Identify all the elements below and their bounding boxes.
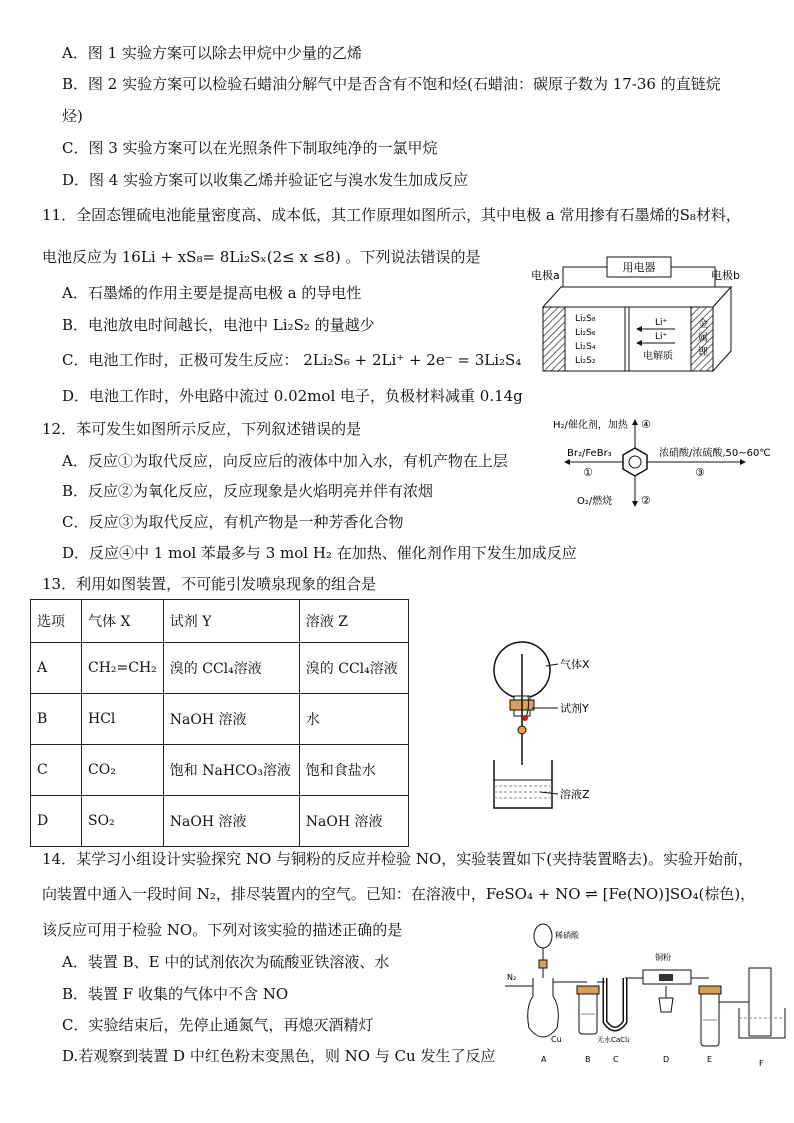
cell: CH₂=CH₂ bbox=[82, 643, 164, 694]
cell: B bbox=[31, 694, 82, 745]
q12-option-a: A．反应①为取代反应，向反应后的液体中加入水，有机产物在上层 bbox=[62, 452, 508, 470]
label-d: D bbox=[663, 1055, 670, 1064]
cell: CO₂ bbox=[82, 745, 164, 796]
cu-label: Cu bbox=[551, 1035, 562, 1044]
r3-label: 浓硝酸/浓硫酸,50~60℃ bbox=[659, 448, 771, 459]
electrolyte-label: 电解质 bbox=[643, 351, 673, 362]
header-solution: 溶液 Z bbox=[299, 600, 408, 643]
r2-label: O₂/燃烧 bbox=[577, 496, 613, 507]
table-row bbox=[31, 694, 409, 745]
cell: NaOH 溶液 bbox=[163, 694, 299, 745]
benzene-reaction-diagram bbox=[545, 414, 785, 514]
copper-powder-label: 铜粉 bbox=[655, 953, 671, 962]
li-ion-2: Li⁺ bbox=[655, 332, 668, 342]
q10-option-b: B．图 2 实验方案可以检验石蜡油分解气中是否含有不饱和烃(石蜡油：碳原子数为 17-36 的直链烷 bbox=[62, 75, 721, 93]
cell: HCl bbox=[82, 694, 164, 745]
q12-option-d: D．反应④中 1 mol 苯最多与 3 mol H₂ 在加热、催化剂作用下发生加成反应 bbox=[62, 544, 577, 562]
no-copper-apparatus bbox=[503, 916, 789, 1074]
label-b: B bbox=[585, 1055, 591, 1064]
q10-option-c: C．图 3 实验方案可以在光照条件下制取纯净的一氯甲烷 bbox=[62, 139, 438, 157]
q14-option-c: C．实验结束后，先停止通氮气，再熄灭酒精灯 bbox=[62, 1016, 374, 1034]
q11-option-c: C．电池工作时，正极可发生反应： 2Li₂S₆ + 2Li⁺ + 2e⁻ = 3Li₂S₄ bbox=[62, 351, 522, 369]
species-li2s8: Li₂S₈ bbox=[575, 314, 596, 324]
metal-li-1: 金 bbox=[698, 319, 708, 330]
q11-option-b: B．电池放电时间越长，电池中 Li₂S₂ 的量越少 bbox=[62, 316, 375, 334]
device-label: 用电器 bbox=[622, 261, 656, 274]
battery-diagram bbox=[525, 255, 740, 375]
cell: D bbox=[31, 796, 82, 847]
cell: 溴的 CCl₄溶液 bbox=[299, 643, 408, 694]
benzene-ring bbox=[623, 448, 647, 476]
cell: 饱和 NaHCO₃溶液 bbox=[163, 745, 299, 796]
header-gas: 气体 X bbox=[82, 600, 164, 643]
cell: 饱和食盐水 bbox=[299, 745, 408, 796]
cell: NaOH 溶液 bbox=[163, 796, 299, 847]
cell: A bbox=[31, 643, 82, 694]
cell: SO₂ bbox=[82, 796, 164, 847]
q11-stem-2: 电池反应为 16Li + xS₈= 8Li₂Sₓ(2≤ x ≤8) 。下列说法错误的是 bbox=[42, 248, 481, 266]
r4-num: ④ bbox=[641, 418, 651, 431]
label-c: C bbox=[613, 1055, 619, 1064]
gas-x-label: 气体X bbox=[560, 658, 590, 671]
q14-option-d: D.若观察到装置 D 中红色粉末变黑色，则 NO 与 Cu 发生了反应 bbox=[62, 1047, 496, 1065]
species-li2s4: Li₂S₄ bbox=[575, 342, 596, 352]
label-a: A bbox=[541, 1055, 547, 1064]
header-option: 选项 bbox=[31, 600, 82, 643]
q13-stem: 13．利用如图装置，不可能引发喷泉现象的组合是 bbox=[42, 575, 377, 593]
q10-option-b-cont: 烃) bbox=[62, 107, 83, 125]
r4-label: H₂/催化剂，加热 bbox=[553, 420, 628, 431]
species-li2s2: Li₂S₂ bbox=[575, 356, 596, 366]
reagent-y-label: 试剂Y bbox=[560, 702, 589, 715]
q12-option-c: C．反应③为取代反应，有机产物是一种芳香化合物 bbox=[62, 513, 404, 531]
fountain-apparatus bbox=[480, 640, 620, 820]
q14-option-b: B．装置 F 收集的气体中不含 NO bbox=[62, 985, 289, 1003]
species-li2s6: Li₂S₆ bbox=[575, 328, 596, 338]
r3-num: ③ bbox=[695, 466, 705, 479]
r1-num: ① bbox=[583, 466, 593, 479]
q10-option-a: A．图 1 实验方案可以除去甲烷中少量的乙烯 bbox=[62, 44, 362, 62]
q14-stem-3: 该反应可用于检验 NO。下列对该实验的描述正确的是 bbox=[42, 921, 403, 939]
header-reagent: 试剂 Y bbox=[163, 600, 299, 643]
solution-z-label: 溶液Z bbox=[560, 788, 590, 801]
q11-option-a: A．石墨烯的作用主要是提高电极 a 的导电性 bbox=[62, 284, 362, 302]
n2-label: N₂ bbox=[507, 973, 517, 982]
metal-li-2: 属 bbox=[698, 333, 708, 344]
li-ion-1: Li⁺ bbox=[655, 318, 668, 328]
metal-li-3: 锂 bbox=[698, 347, 708, 358]
q14-option-a: A．装置 B、E 中的试剂依次为硫酸亚铁溶液、水 bbox=[62, 953, 390, 971]
table-row bbox=[31, 745, 409, 796]
q10-option-d: D．图 4 实验方案可以收集乙烯并验证它与溴水发生加成反应 bbox=[62, 171, 469, 189]
cell: C bbox=[31, 745, 82, 796]
table-row bbox=[31, 643, 409, 694]
q13-table bbox=[30, 599, 409, 847]
q14-stem-2: 向装置中通入一段时间 N₂，排尽装置内的空气。已知：在溶液中，FeSO₄ + NO ⇌ [Fe(NO)]SO₄(棕色)， bbox=[42, 885, 756, 903]
q11-option-d: D．电池工作时，外电路中流过 0.02mol 电子，负极材料减重 0.14g bbox=[62, 387, 523, 405]
electrode-b-label: 电极b bbox=[711, 269, 740, 282]
cacl2-label: 无水CaCl₂ bbox=[597, 1036, 630, 1044]
q14-stem-1: 14．某学习小组设计实验探究 NO 与铜粉的反应并检验 NO，实验装置如下(夹持装置略去)。实验开始前， bbox=[42, 850, 753, 868]
table-header-row bbox=[31, 600, 409, 643]
cell: NaOH 溶液 bbox=[299, 796, 408, 847]
q11-stem-1: 11．全固态锂硫电池能量密度高、成本低，其工作原理如图所示，其中电极 a 常用掺有石墨烯的S₈材料， bbox=[42, 206, 741, 224]
cell: 水 bbox=[299, 694, 408, 745]
table-row bbox=[31, 796, 409, 847]
label-f: F bbox=[759, 1059, 764, 1068]
q12-option-b: B．反应②为氧化反应，反应现象是火焰明亮并伴有浓烟 bbox=[62, 482, 434, 500]
r2-num: ② bbox=[641, 494, 651, 507]
r1-label: Br₂/FeBr₃ bbox=[567, 448, 612, 459]
label-e: E bbox=[707, 1055, 713, 1064]
electrode-a-label: 电极a bbox=[531, 269, 560, 282]
cell: 溴的 CCl₄溶液 bbox=[163, 643, 299, 694]
dilute-acid-label: 稀硝酸 bbox=[555, 931, 579, 940]
q12-stem: 12．苯可发生如图所示反应，下列叙述错误的是 bbox=[42, 420, 362, 438]
